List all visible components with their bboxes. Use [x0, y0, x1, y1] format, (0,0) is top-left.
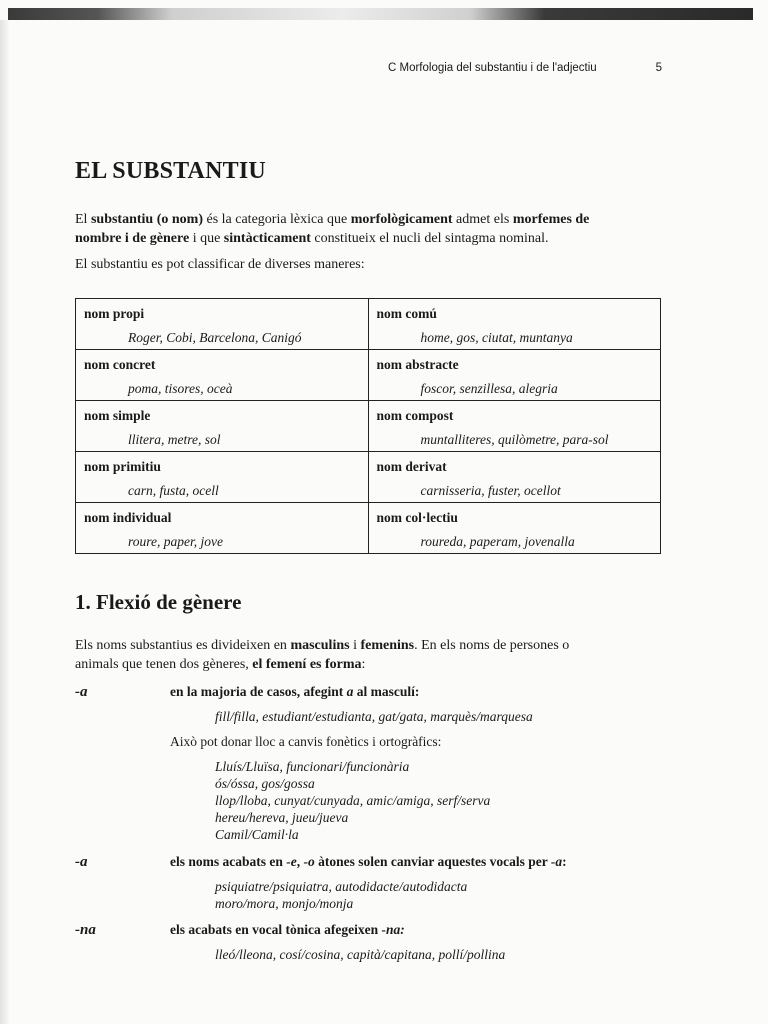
class-term: nom simple	[84, 408, 151, 423]
class-example: Roger, Cobi, Barcelona, Canigó	[128, 330, 302, 345]
class-example: roure, paper, jove	[128, 534, 223, 549]
example-line: Lluís/Lluïsa, funcionari/funcionària	[215, 759, 410, 774]
table-cell	[76, 503, 369, 554]
scan-edge-bar	[8, 8, 753, 20]
rule-example: lleó/lleona, cosí/cosina, capità/capitana, pollí/pollina	[215, 947, 506, 962]
table-cell	[368, 452, 661, 503]
rule-marker: -a	[75, 854, 88, 870]
class-example: roureda, paperam, jovenalla	[420, 534, 575, 549]
table-cell	[368, 299, 661, 350]
class-term: nom derivat	[376, 459, 447, 474]
class-term: nom abstracte	[376, 357, 459, 372]
class-term: nom comú	[376, 306, 437, 321]
table-cell	[76, 401, 369, 452]
class-example: carnisseria, fuster, ocellot	[420, 483, 561, 498]
class-example: poma, tisores, oceà	[128, 381, 233, 396]
example-line: moro/mora, monjo/monja	[215, 896, 354, 911]
class-term: nom primitiu	[84, 459, 161, 474]
table-cell	[76, 299, 369, 350]
class-term: nom individual	[84, 510, 172, 525]
rule-text: els noms acabats en -e, -o àtones solen canviar aquestes vocals per -a:	[170, 854, 567, 869]
intro-line-3: El substantiu es pot classificar de diverses maneres:	[75, 257, 365, 272]
class-example: foscor, senzillesa, alegria	[420, 381, 558, 396]
intro-line-2: nombre i de gènere i que sintàcticament constitueix el nucli del sintagma nominal.	[75, 231, 549, 246]
rule-example: fill/filla, estudiant/estudianta, gat/gata, marquès/marquesa	[215, 709, 533, 724]
class-term: nom col·lectiu	[376, 510, 458, 525]
table-row	[76, 350, 661, 401]
table-row	[76, 299, 661, 350]
class-term: nom propi	[84, 306, 145, 321]
scan-left-shadow	[0, 20, 10, 1024]
table-cell	[368, 503, 661, 554]
table-row	[76, 401, 661, 452]
example-line: psiquiatre/psiquiatra, autodidacte/autodidacta	[215, 879, 468, 894]
table-row	[76, 503, 661, 554]
rule-text: els acabats en vocal tònica afegeixen -na:	[170, 922, 405, 937]
table-cell	[368, 350, 661, 401]
page-number: 5	[655, 62, 662, 74]
example-line: Camil/Camil·la	[215, 827, 299, 842]
example-line: llop/lloba, cunyat/cunyada, amic/amiga, serf/serva	[215, 793, 491, 808]
table-cell	[76, 452, 369, 503]
table-cell	[368, 401, 661, 452]
section-paragraph-line-1: Els noms substantius es divideixen en masculins i femenins. En els noms de persones o	[75, 638, 570, 653]
section-paragraph-line-2: animals que tenen dos gèneres, el femení es forma:	[75, 657, 366, 672]
page-title: EL SUBSTANTIU	[75, 158, 266, 184]
rule-marker: -na	[75, 922, 96, 938]
section-heading: 1. Flexió de gènere	[75, 590, 242, 614]
rule-marker: -a	[75, 684, 88, 700]
class-term: nom concret	[84, 357, 156, 372]
intro-line-1: El substantiu (o nom) és la categoria lèxica que morfològicament admet els morfemes de	[75, 212, 590, 227]
class-example: llitera, metre, sol	[128, 432, 221, 447]
class-example: muntalliteres, quilòmetre, para-sol	[420, 432, 609, 447]
example-line: ós/óssa, gos/gossa	[215, 776, 315, 791]
table-cell	[76, 350, 369, 401]
running-head-text: C Morfologia del substantiu i de l'adjectiu	[388, 62, 597, 74]
table-row	[76, 452, 661, 503]
class-term: nom compost	[376, 408, 454, 423]
class-example: home, gos, ciutat, muntanya	[420, 330, 573, 345]
noun-classification-table	[75, 298, 661, 554]
example-line: hereu/hereva, jueu/jueva	[215, 810, 349, 825]
rule-note: Això pot donar lloc a canvis fonètics i ortogràfics:	[170, 734, 442, 749]
class-example: carn, fusta, ocell	[128, 483, 219, 498]
rule-text: en la majoria de casos, afegint a al masculí:	[170, 684, 420, 699]
running-head	[388, 62, 678, 74]
